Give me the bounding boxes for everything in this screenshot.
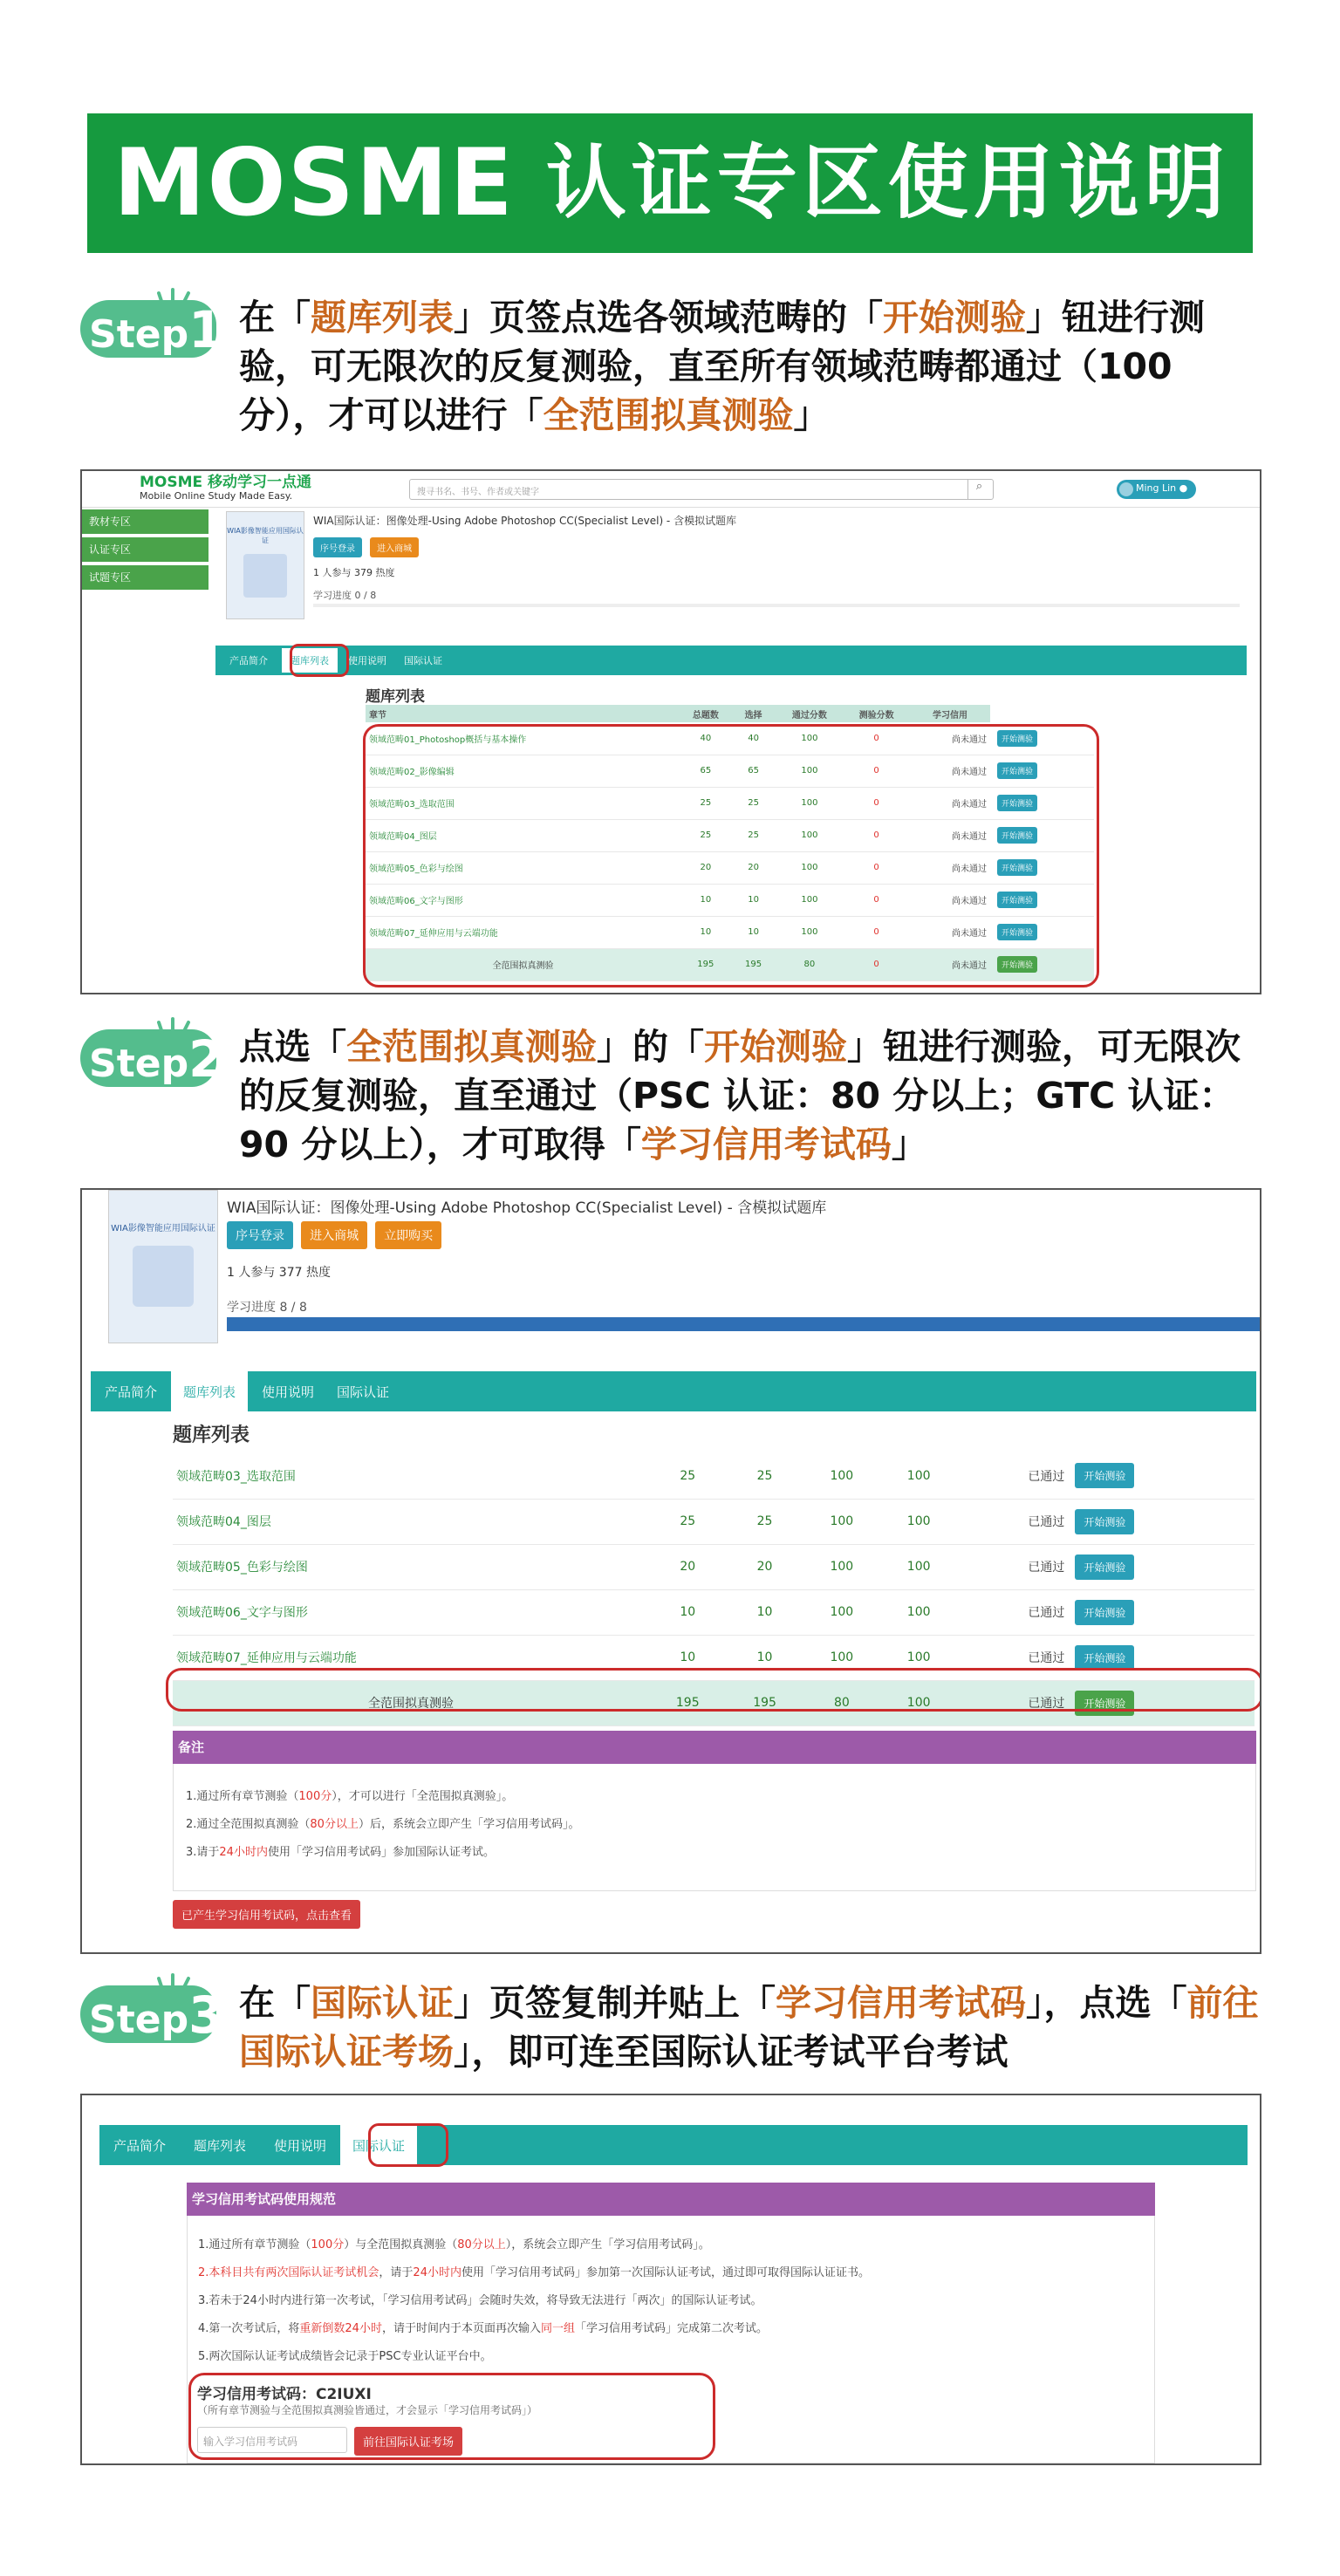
chapter-name: 领域范畴01_Photoshop概括与基本操作	[369, 735, 527, 745]
tab-international-cert[interactable]: 国际认证	[337, 1384, 390, 1400]
note-text: 3.请于	[186, 1846, 220, 1859]
choice-count: 20	[756, 1560, 773, 1574]
search-input[interactable]: 搜寻书名、书号、作者或关键字	[409, 479, 994, 500]
test-score: 0	[873, 895, 879, 905]
total-count: 195	[675, 1696, 700, 1710]
pass-score: 100	[801, 927, 818, 937]
start-test-button[interactable]: 开始测验	[997, 730, 1037, 747]
note-line	[198, 2287, 1144, 2315]
step-text-fragment: 」钮进行测验，可无限次的反复测验，直至所有领域范畴都通过（100 分），才可以进行「	[239, 297, 1205, 436]
start-test-button[interactable]: 开始测验	[997, 795, 1037, 811]
test-score: 100	[906, 1696, 931, 1710]
pass-score: 100	[801, 830, 818, 840]
tab-instructions[interactable]: 使用说明	[348, 655, 386, 666]
note-text: 1.通过所有章节测验（	[186, 1790, 299, 1803]
step-number: 2	[188, 1029, 224, 1089]
test-score: 0	[873, 798, 879, 808]
start-test-button[interactable]: 开始测验	[1075, 1600, 1134, 1625]
highlight-rows	[363, 724, 1099, 987]
start-test-button[interactable]: 开始测验	[1075, 1554, 1134, 1580]
tab-intro[interactable]: 产品简介	[229, 655, 268, 666]
product-cover: WIA影像智能应用国际认证	[226, 511, 304, 619]
note-line	[198, 2259, 1144, 2287]
test-score: 100	[906, 1514, 931, 1528]
status-text: 尚未通过	[952, 864, 987, 874]
status-text: 已通过	[1028, 1469, 1065, 1484]
pass-score: 80	[833, 1696, 850, 1710]
chapter-name: 领域范畴04_图层	[176, 1515, 271, 1529]
table-row	[173, 1589, 1255, 1635]
step-3	[80, 1978, 1268, 2076]
status-text: 尚未通过	[952, 961, 987, 971]
sparkle-icon	[157, 1017, 192, 1035]
title-banner	[87, 113, 1253, 253]
step-word: Step	[89, 1998, 189, 2042]
note-text: 使用「学习信用考试码」参加国际认证考试。	[267, 1846, 495, 1859]
pass-score: 100	[830, 1650, 854, 1664]
pass-score: 100	[801, 766, 818, 776]
chapter-name: 全范围拟真测验	[368, 1697, 455, 1711]
status-text: 已通过	[1028, 1515, 1065, 1529]
search-icon[interactable]: ⌕	[967, 480, 990, 499]
chapter-name: 领域范畴03_选取范围	[176, 1469, 296, 1484]
note-text: 3.若未于24小时内进行第一次考试，「学习信用考试码」会随时失效，将导致无法进行「两次」的国际认证考试。	[198, 2294, 762, 2307]
col-credit: 学习信用	[932, 710, 967, 721]
status-text: 尚未通过	[952, 832, 987, 842]
pass-score: 100	[801, 895, 818, 905]
choice-count: 10	[756, 1650, 773, 1664]
start-test-button[interactable]: 开始测验	[997, 827, 1037, 844]
pass-score: 100	[830, 1560, 854, 1574]
product-title: WIA国际认证：图像处理-Using Adobe Photoshop CC(Specialist Level) - 含模拟试题库	[227, 1199, 827, 1217]
table-row	[173, 1453, 1255, 1499]
highlight-text: 前往国际认证考场	[239, 1982, 1259, 2073]
col-pass-score: 通过分数	[791, 710, 827, 721]
test-score: 0	[873, 830, 879, 840]
user-menu[interactable]: Ming Lin ●	[1117, 480, 1196, 499]
sparkle-icon	[157, 288, 192, 305]
section-title: 题库列表	[173, 1425, 250, 1446]
highlight-code-area	[188, 2373, 715, 2460]
col-choice: 选择	[744, 710, 762, 721]
highlight-text: 学习信用考试码	[640, 1124, 892, 1165]
col-chapter: 章节	[369, 710, 386, 721]
progress-bar	[313, 604, 1240, 607]
tab-question-bank[interactable]: 题库列表	[194, 2137, 247, 2154]
highlight-text: 开始测验	[704, 1026, 847, 1068]
tab-instructions[interactable]: 使用说明	[262, 1384, 315, 1400]
rules-header: 学习信用考试码使用规范	[187, 2183, 1155, 2216]
total-count: 25	[700, 798, 712, 808]
avatar	[1119, 482, 1133, 496]
note-line	[198, 2231, 1144, 2259]
table-row	[173, 1499, 1255, 1544]
notes-body	[173, 1764, 1256, 1891]
tab-question-bank[interactable]: 题库列表	[282, 648, 338, 673]
start-test-button[interactable]: 开始测验	[997, 892, 1037, 908]
choice-count: 195	[745, 960, 762, 969]
test-score: 100	[906, 1560, 931, 1574]
step-2-badge	[80, 1022, 224, 1089]
start-test-button[interactable]: 开始测验	[1075, 1463, 1134, 1488]
chapter-name: 领域范畴03_选取范围	[369, 800, 455, 810]
total-count: 10	[680, 1605, 696, 1619]
site-logo[interactable]: MOSME 移动学习一点通 Mobile Online Study Made Easy.	[140, 474, 312, 502]
product-stats: 1 人参与 379 热度	[313, 567, 395, 578]
total-count: 65	[700, 766, 712, 776]
choice-count: 25	[748, 798, 759, 808]
chapter-name: 领域范畴06_文字与图形	[176, 1606, 308, 1620]
choice-count: 10	[756, 1605, 773, 1619]
step-text-fragment: 」，点选「	[1026, 1982, 1187, 2024]
highlight-tab-question-bank	[290, 644, 349, 677]
emphasis-text: 24小时内	[219, 1846, 268, 1859]
note-text: ），系统会立即产生「学习信用考试码」。	[505, 2238, 710, 2251]
note-text: ，请于	[379, 2266, 414, 2279]
step-2	[80, 1022, 1268, 1169]
note-text: ）后，系统会立即产生「学习信用考试码」。	[358, 1818, 580, 1831]
test-score: 100	[906, 1650, 931, 1664]
choice-count: 65	[748, 766, 759, 776]
emphasis-text: 重新倒数24小时	[299, 2322, 382, 2335]
chapter-name: 领域范畴05_色彩与绘图	[176, 1561, 308, 1575]
sidebar-item-certification[interactable]: 认证专区	[82, 537, 209, 562]
choice-count: 25	[756, 1514, 773, 1528]
view-code-button[interactable]: 已产生学习信用考试码，点击查看	[173, 1900, 360, 1929]
code-hint: （所有章节测验与全范围拟真测验皆通过，才会显示「学习信用考试码」）	[197, 2404, 538, 2416]
status-text: 尚未通过	[952, 800, 987, 810]
start-test-button[interactable]: 开始测验	[1075, 1509, 1134, 1534]
step-text-fragment: 」，即可连至国际认证考试平台考试	[454, 2031, 1008, 2073]
note-text: ，请于时间内于本页面再次输入	[381, 2322, 541, 2335]
total-count: 195	[697, 960, 714, 969]
status-text: 已通过	[1028, 1697, 1065, 1711]
step-text-fragment: 」页签点选各领域范畴的「	[454, 297, 883, 338]
progress-bar	[227, 1317, 1261, 1331]
step-text-fragment: 在「	[239, 1982, 311, 2024]
highlight-text: 题库列表	[311, 297, 454, 338]
pass-score: 80	[803, 960, 816, 969]
total-count: 25	[680, 1514, 696, 1528]
start-test-button[interactable]: 开始测验	[997, 924, 1037, 940]
choice-count: 10	[748, 927, 759, 937]
chapter-name: 领域范畴07_延伸应用与云端功能	[176, 1651, 357, 1665]
total-count: 10	[700, 927, 712, 937]
mosme-logo: MOSME	[113, 129, 515, 236]
chapter-name: 领域范畴04_图层	[369, 832, 437, 842]
product-stats: 1 人参与 377 热度	[227, 1266, 331, 1280]
note-line	[198, 2343, 1144, 2371]
status-text: 已通过	[1028, 1606, 1065, 1620]
step-text-fragment: 」页签复制并贴上「	[454, 1982, 776, 2024]
go-to-exam-button[interactable]: 前往国际认证考场	[354, 2427, 462, 2456]
emphasis-text: 80分以上	[457, 2238, 506, 2251]
choice-count: 10	[748, 895, 759, 905]
step-text-fragment: 」钮进行测验，可无限次的反复测验，直至通过（PSC 认证：80 分以上；GTC 认证：90 分以上），才可取得「	[239, 1026, 1241, 1165]
choice-count: 20	[748, 863, 759, 872]
step-1-text	[239, 293, 1268, 440]
highlight-text: 全范围拟真测验	[543, 394, 794, 436]
site-header	[82, 471, 1260, 508]
col-test-score: 测验分数	[858, 710, 894, 721]
emphasis-text: 2.本科目共有两次国际认证考试机会	[198, 2266, 379, 2279]
status-text: 尚未通过	[952, 768, 987, 777]
sparkle-icon	[157, 1973, 192, 1991]
highlight-text: 开始测验	[883, 297, 1026, 338]
start-test-button[interactable]: 开始测验	[997, 859, 1037, 876]
total-count: 20	[680, 1560, 696, 1574]
learning-progress: 学习进度 8 / 8	[227, 1301, 307, 1315]
start-test-button[interactable]: 开始测验	[1075, 1691, 1134, 1716]
tab-intro[interactable]: 产品简介	[105, 1384, 158, 1400]
sidebar	[82, 509, 209, 590]
tab-question-bank[interactable]: 题库列表	[171, 1371, 248, 1412]
status-text: 已通过	[1028, 1561, 1065, 1575]
chapter-name: 全范围拟真测验	[492, 961, 554, 971]
test-score: 0	[873, 733, 879, 743]
product-tabs	[91, 1371, 1256, 1411]
enter-store-button[interactable]: 进入商城	[370, 537, 419, 557]
cover-illustration	[133, 1246, 194, 1307]
step-1	[80, 293, 1268, 440]
status-text: 已通过	[1028, 1651, 1065, 1665]
step-3-text	[239, 1978, 1268, 2076]
banner-title: 认证专区使用说明	[545, 136, 1230, 229]
start-test-button[interactable]: 开始测验	[1075, 1645, 1134, 1671]
chapter-name: 领域范畴02_影像编辑	[369, 768, 455, 777]
highlight-full-test-row	[166, 1668, 1261, 1712]
total-count: 20	[700, 863, 712, 872]
progress-bar-fill	[227, 1317, 1261, 1331]
test-score: 100	[906, 1468, 931, 1483]
emphasis-text: 100分	[311, 2238, 345, 2251]
enter-store-button[interactable]: 进入商城	[301, 1221, 367, 1249]
step-text-fragment: 」的「	[597, 1026, 704, 1068]
emphasis-text: 100分	[298, 1790, 332, 1803]
test-score: 0	[873, 863, 879, 872]
note-text: 4.第一次考试后，将	[198, 2322, 300, 2335]
table-header	[366, 705, 1094, 722]
section-title: 题库列表	[366, 688, 425, 706]
step-word: Step	[89, 1042, 189, 1086]
pass-score: 100	[801, 798, 818, 808]
total-count: 10	[700, 895, 712, 905]
choice-count: 25	[748, 830, 759, 840]
step-word: Step	[89, 312, 189, 357]
status-text: 尚未通过	[952, 929, 987, 939]
highlight-text: 学习信用考试码	[776, 1982, 1026, 2024]
emphasis-text: 24小时内	[413, 2266, 461, 2279]
product-tabs	[215, 646, 1247, 675]
screenshot-1	[80, 469, 1261, 994]
step-text-fragment: 在「	[239, 297, 311, 338]
pass-score: 100	[801, 733, 818, 743]
total-count: 25	[700, 830, 712, 840]
step-2-text	[239, 1022, 1268, 1169]
status-text: 尚未通过	[952, 897, 987, 906]
status-text: 尚未通过	[952, 735, 987, 745]
chapter-name: 领域范畴05_色彩与绘图	[369, 864, 463, 874]
highlight-tab-international-cert	[368, 2123, 448, 2167]
step-text-fragment: 」	[891, 1124, 927, 1165]
choice-count: 40	[748, 733, 759, 743]
screenshot-2	[80, 1188, 1261, 1954]
col-total: 总题数	[692, 710, 719, 721]
notes-header: 备注	[173, 1731, 1256, 1764]
step-text-fragment: 点选「	[239, 1026, 346, 1068]
note-text: ），才可以进行「全范围拟真测验」。	[332, 1790, 514, 1803]
start-test-button[interactable]: 开始测验	[997, 762, 1037, 779]
tab-intro[interactable]: 产品简介	[113, 2137, 167, 2154]
note-text: 2.通过全范围拟真测验（	[186, 1818, 311, 1831]
sidebar-item-questions[interactable]: 试题专区	[82, 565, 209, 590]
tab-international-cert[interactable]: 国际认证	[404, 655, 442, 666]
step-number: 3	[188, 1985, 224, 2045]
chapter-name: 领域范畴07_延伸应用与云端功能	[369, 929, 498, 939]
pass-score: 100	[830, 1468, 854, 1483]
user-name: Ming Lin	[1136, 482, 1177, 494]
test-score: 100	[906, 1605, 931, 1619]
learning-progress: 学习进度 0 / 8	[313, 590, 377, 601]
test-score: 0	[873, 766, 879, 776]
sidebar-item-textbook[interactable]: 教材专区	[82, 509, 209, 534]
step-1-badge	[80, 293, 224, 359]
note-text: 1.通过所有章节测验（	[198, 2238, 311, 2251]
test-score: 0	[873, 960, 879, 969]
note-text: ）与全范围拟真测验（	[344, 2238, 458, 2251]
emphasis-text: 同一组	[540, 2322, 575, 2335]
highlight-text: 国际认证	[311, 1982, 454, 2024]
total-count: 10	[680, 1650, 696, 1664]
choice-count: 25	[756, 1468, 773, 1483]
note-line	[198, 2315, 1144, 2343]
code-label: 学习信用考试码：C2IUXI	[197, 2386, 372, 2403]
product-cover: WIA影像智能应用国际认证	[108, 1190, 218, 1343]
screenshot-3	[80, 2094, 1261, 2465]
tab-instructions[interactable]: 使用说明	[274, 2137, 327, 2154]
step-number: 1	[188, 300, 224, 359]
note-text: 「学习信用考试码」完成第二次考试。	[574, 2322, 768, 2335]
pass-score: 100	[830, 1514, 854, 1528]
note-line	[186, 1811, 1243, 1839]
table-row	[173, 1544, 1255, 1589]
emphasis-text: 80分以上	[310, 1818, 359, 1831]
pass-score: 100	[801, 863, 818, 872]
step-3-badge	[80, 1978, 224, 2045]
tab-international-cert[interactable]: 国际认证	[340, 2125, 417, 2166]
note-line	[186, 1783, 1243, 1811]
serial-login-button[interactable]: 序号登录	[227, 1221, 293, 1249]
note-text: 使用「学习信用考试码」参加第一次国际认证考试，通过即可取得国际认证证书。	[461, 2266, 870, 2279]
product-tabs	[99, 2125, 1248, 2165]
chapter-name: 领域范畴06_文字与图形	[369, 897, 463, 906]
note-text: 5.两次国际认证考试成绩皆会记录于PSC专业认证平台中。	[198, 2350, 492, 2363]
pass-score: 100	[830, 1605, 854, 1619]
total-count: 25	[680, 1468, 696, 1483]
highlight-text: 全范围拟真测验	[346, 1026, 597, 1068]
total-count: 40	[700, 733, 712, 743]
code-input[interactable]: 输入学习信用考试码	[197, 2427, 347, 2453]
start-test-button[interactable]: 开始测验	[997, 956, 1037, 973]
test-score: 0	[873, 927, 879, 937]
serial-login-button[interactable]: 序号登录	[313, 537, 362, 557]
cover-illustration	[243, 554, 287, 598]
choice-count: 195	[753, 1696, 776, 1710]
note-line	[186, 1839, 1243, 1867]
product-title: WIA国际认证：图像处理-Using Adobe Photoshop CC(Specialist Level) - 含模拟试题库	[313, 515, 737, 527]
buy-now-button[interactable]: 立即购买	[375, 1221, 441, 1249]
step-text-fragment: 」	[793, 394, 830, 436]
